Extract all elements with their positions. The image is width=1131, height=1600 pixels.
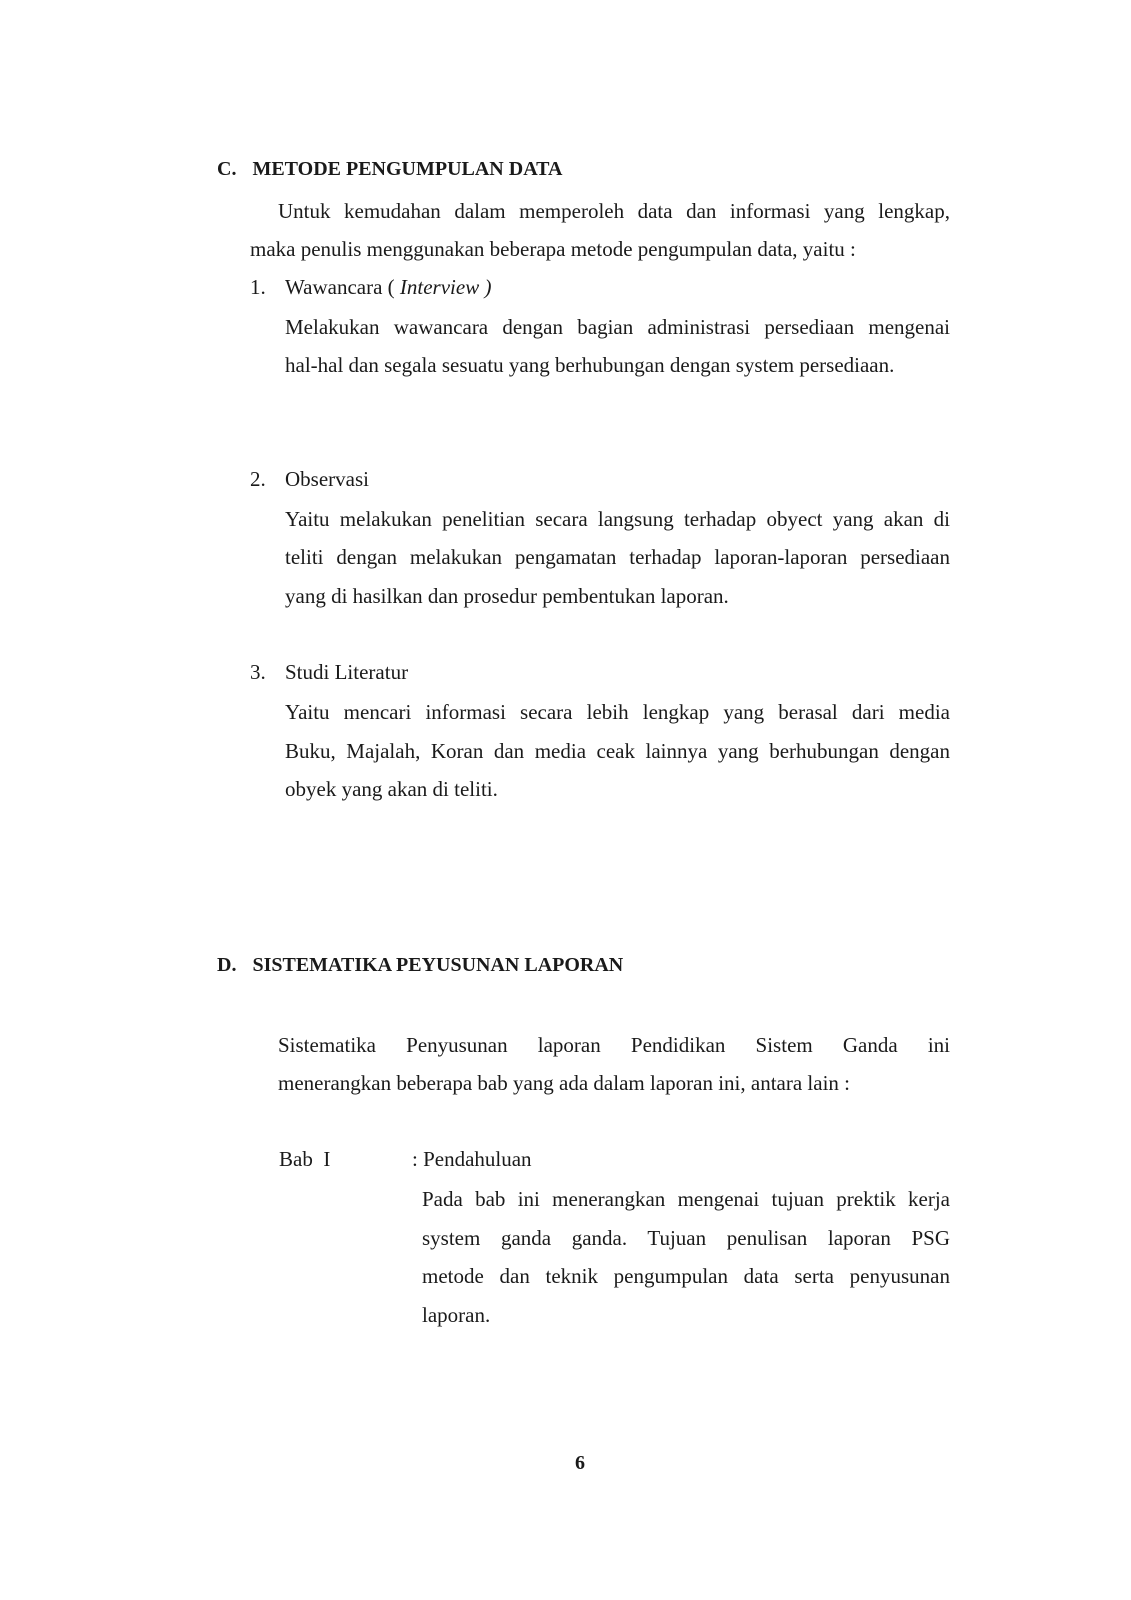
chapter-label: Bab I [279, 1147, 331, 1171]
section-d-heading [217, 954, 623, 977]
chapter-title: : Pendahuluan [412, 1147, 532, 1171]
section-d-intro-line: menerangkan beberapa bab yang ada dalam laporan ini, antara lain : [278, 1071, 850, 1095]
list-item-line: teliti dengan melakukan pengamatan terhadap laporan-laporan persediaan [285, 545, 950, 569]
section-d-letter: D. [217, 954, 237, 976]
list-item-line: obyek yang akan di teliti. [285, 777, 498, 801]
chapter-line: laporan. [422, 1303, 491, 1327]
section-c-letter: C. [217, 158, 237, 180]
list-item-title-text: Wawancara ( [285, 275, 400, 299]
list-item-line: Yaitu melakukan penelitian secara langsung terhadap obyect yang akan di [285, 507, 950, 531]
chapter-line: Pada bab ini menerangkan mengenai tujuan prektik kerja [422, 1187, 950, 1211]
section-c-intro-line: Untuk kemudahan dalam memperoleh data dan informasi yang lengkap, [278, 199, 950, 223]
section-d-intro-line: Sistematika Penyusunan laporan Pendidikan Sistem Ganda ini [278, 1033, 950, 1057]
page-number: 6 [575, 1452, 585, 1474]
section-c-intro-line: maka penulis menggunakan beberapa metode pengumpulan data, yaitu : [250, 237, 856, 261]
list-item-number: 1. [250, 275, 266, 299]
section-c-heading [217, 158, 562, 181]
list-item-line: Melakukan wawancara dengan bagian administrasi persediaan mengenai [285, 315, 950, 339]
list-item-line: Buku, Majalah, Koran dan media ceak lainnya yang berhubungan dengan [285, 739, 950, 763]
section-c-title: METODE PENGUMPULAN DATA [252, 158, 563, 180]
list-item-title [285, 275, 491, 300]
list-item-title: Observasi [285, 467, 369, 491]
list-item-title: Studi Literatur [285, 660, 409, 684]
section-d-title: SISTEMATIKA PEYUSUNAN LAPORAN [252, 954, 624, 976]
list-item-number: 3. [250, 660, 266, 684]
chapter-line: system ganda ganda. Tujuan penulisan laporan PSG [422, 1226, 950, 1250]
list-item-line: hal-hal dan segala sesuatu yang berhubungan dengan system persediaan. [285, 353, 895, 377]
chapter-line: metode dan teknik pengumpulan data serta penyusunan [422, 1264, 950, 1288]
list-item-line: Yaitu mencari informasi secara lebih lengkap yang berasal dari media [285, 700, 950, 724]
list-item-line: yang di hasilkan dan prosedur pembentukan laporan. [285, 584, 729, 608]
list-item-number: 2. [250, 467, 266, 491]
list-item-title-italic: Interview ) [399, 275, 492, 299]
